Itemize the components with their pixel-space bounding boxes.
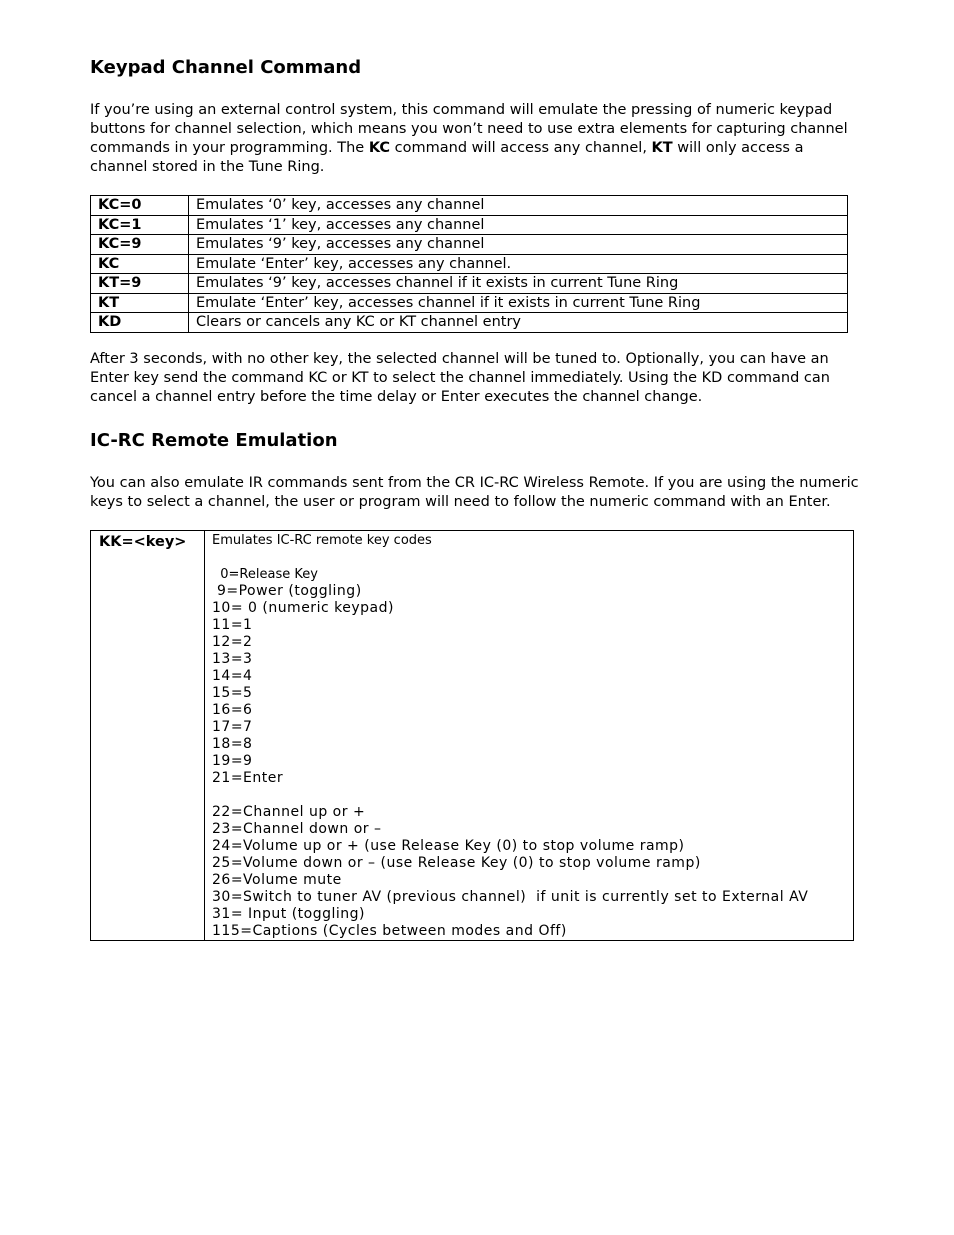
key-code-line: 10= 0 (numeric keypad) [212, 600, 394, 616]
command-cell: KD [91, 313, 189, 333]
command-cell: KK=<key> [91, 531, 205, 941]
key-code-line: 24=Volume up or + (use Release Key (0) to stop volume ramp) [212, 838, 685, 854]
key-code-line: 9=Power (toggling) [212, 583, 362, 599]
key-code-line: 115=Captions (Cycles between modes and Off) [212, 923, 567, 939]
key-code-line: 31= Input (toggling) [212, 906, 365, 922]
table-row [91, 215, 848, 235]
key-code-line: 16=6 [212, 702, 253, 718]
description-cell: Emulates ‘9’ key, accesses any channel [189, 235, 848, 255]
key-code-line: 30=Switch to tuner AV (previous channel) if unit is currently set to External AV [212, 889, 809, 905]
table-row [91, 274, 848, 294]
icrc-heading: IC-RC Remote Emulation [90, 430, 338, 451]
keypad-intro-paragraph [90, 101, 864, 177]
release-key-line: 0=Release Key [212, 567, 318, 582]
key-code-line: 19=9 [212, 753, 253, 769]
table-row [91, 254, 848, 274]
table-row [91, 293, 848, 313]
key-code-line: 18=8 [212, 736, 253, 752]
description-cell: Emulates ‘0’ key, accesses any channel [189, 196, 848, 216]
intro-kt: KT [651, 140, 673, 156]
keypad-command-table [90, 195, 848, 333]
key-code-line: 21=Enter [212, 770, 284, 786]
command-cell: KC=1 [91, 215, 189, 235]
command-cell: KT [91, 293, 189, 313]
description-cell: Emulate ‘Enter’ key, accesses any channel. [189, 254, 848, 274]
description-cell: Emulates ‘1’ key, accesses any channel [189, 215, 848, 235]
command-cell: KC [91, 254, 189, 274]
table-row [91, 531, 854, 941]
intro-text: will only access a channel stored in the Tune Ring. [90, 140, 804, 175]
key-code-line: 12=2 [212, 634, 253, 650]
keypad-after-paragraph: After 3 seconds, with no other key, the selected channel will be tuned to. Optionally, you can have an Enter key send the command KC or KT to select the channel immediately. Using the KD command can cancel a channel entry before the time delay or Enter executes the channel change. [90, 351, 830, 405]
key-code-line: 13=3 [212, 651, 253, 667]
icrc-command-table [90, 530, 854, 941]
command-cell: KC=9 [91, 235, 189, 255]
key-code-line: 14=4 [212, 668, 253, 684]
table-row [91, 313, 848, 333]
key-code-line: 11=1 [212, 617, 253, 633]
command-cell: KC=0 [91, 196, 189, 216]
keypad-channel-heading: Keypad Channel Command [90, 57, 362, 78]
intro-text: If you’re using an external control system, this command will emulate the pressing of numeric keypad buttons for channel selection, which means you won’t need to use extra elements for capturing channel commands in your programming. The [90, 102, 848, 156]
description-cell [205, 531, 854, 941]
key-code-line: 25=Volume down or – (use Release Key (0) to stop volume ramp) [212, 855, 701, 871]
command-cell: KT=9 [91, 274, 189, 294]
description-cell: Emulate ‘Enter’ key, accesses channel if it exists in current Tune Ring [189, 293, 848, 313]
icrc-intro-paragraph: You can also emulate IR commands sent from the CR IC-RC Wireless Remote. If you are using the numeric keys to select a channel, the user or program will need to follow the numeric command with an Enter. [90, 475, 859, 510]
desc-title: Emulates IC-RC remote key codes [212, 533, 432, 548]
key-code-list [212, 804, 853, 940]
key-code-list [212, 583, 853, 787]
key-code-line: 22=Channel up or + [212, 804, 366, 820]
key-code-line: 17=7 [212, 719, 253, 735]
table-row [91, 235, 848, 255]
description-cell: Emulates ‘9’ key, accesses channel if it exists in current Tune Ring [189, 274, 848, 294]
key-code-line: 15=5 [212, 685, 253, 701]
table-row [91, 196, 848, 216]
intro-text: command will access any channel, [390, 140, 652, 156]
description-cell: Clears or cancels any KC or KT channel entry [189, 313, 848, 333]
intro-kc: KC [368, 140, 391, 156]
key-code-line: 23=Channel down or – [212, 821, 382, 837]
key-code-line: 26=Volume mute [212, 872, 342, 888]
